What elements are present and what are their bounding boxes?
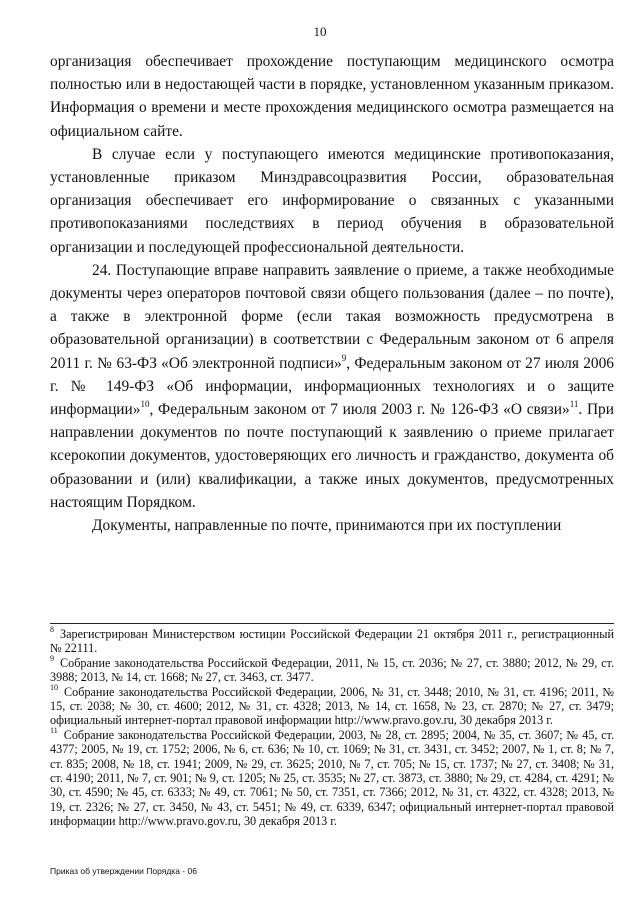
document-footer: Приказ об утверждении Порядка - 06 — [50, 866, 197, 876]
footnote-11 — [50, 725, 614, 829]
footnote-10 — [50, 682, 614, 728]
paragraph-24-text-part-2: , Федеральным законом от 27 июля 2006 г. № 149-ФЗ «Об информации, информационных технологиях и о защите информации» — [50, 354, 614, 419]
paragraph-24-mail-submission — [50, 259, 614, 514]
paragraph-24-text-part-3: , Федеральным законом от 7 июля 2003 г. № 126-ФЗ «О связи» — [149, 401, 570, 419]
footnote-mark: 8 — [50, 624, 54, 634]
main-text — [50, 50, 614, 537]
paragraph-24-text-part-4: . При направлении документов по почте поступающий к заявлению о приеме прилагает ксерокопии документов, удостоверяющих его личность и гражданство, документа об образовании и (или) квалификации, а также иных документов, предусмотренных настоящим Порядком. — [50, 401, 614, 511]
footnote-separator — [50, 623, 614, 624]
footnote-mark: 11 — [50, 725, 58, 735]
footnote-reference-11: 11 — [569, 398, 579, 409]
footnote-8 — [50, 624, 614, 656]
paragraph-contraindications: В случае если у поступающего имеются медицинские противопоказания, установленные приказом Минздравсоцразвития России, образовательная организация обеспечивает его информирование о связанных с указанными противопоказаниями последствиях в период обучения в образовательной организации и последующей профессиональной деятельности. — [50, 145, 614, 256]
footnote-mark: 9 — [50, 653, 54, 663]
footnote-text: Собрание законодательства Российской Федерации, 2011, № 15, ст. 2036; № 27, ст. 3880; 2012, № 29, ст. 3988; 2013, № 14, ст. 1668; № 27, ст. 3463, ст. 3477. — [50, 655, 614, 685]
footnote-text: Собрание законодательства Российской Федерации, 2006, № 31, ст. 3448; 2010, № 31, ст. 4196; 2011, № 15, ст. 2038; № 30, ст. 4600; 2012, № 31, ст. 4328; 2013, № 14, ст. 1658, № 23, ст. 2870; № 27, ст. 3479; официальный интернет-портал правовой информации http://www.pravo.gov.ru, 30 декабря 2013 г. — [50, 684, 614, 728]
footnote-reference-10: 10 — [140, 398, 150, 409]
footnote-reference-9: 9 — [341, 352, 347, 363]
page-number: 10 — [313, 24, 327, 39]
footnote-9 — [50, 653, 614, 685]
footnotes — [50, 624, 614, 829]
footnote-text: Собрание законодательства Российской Федерации, 2003, № 28, ст. 2895; 2004, № 35, ст. 3607; № 45, ст. 4377; 2005, № 19, ст. 1752; 2006, № 6, ст. 636; № 10, ст. 1069; № 31, ст. 3431, ст. 3452; 2007, № 1, ст. 8; № 7, ст. 835; 2008, № 18, ст. 1941; 2009, № 29, ст. 3625; 2010, № 7, ст. 705; № 15, ст. 1737; № 27, ст. 3408; № 31, ст. 4190; 2011, № 7, ст. 901; № 9, ст. 1205; № 25, ст. 3535; № 27, ст. 3873, ст. 3880; № 29, ст. 4284, ст. 4291; № 30, ст. 4590; № 45, ст. 6333; № 49, ст. 7061; № 50, ст. 7351, ст. 7366; 2012, № 31, ст. 4322, ст. 4328; 2013, № 19, ст. 2326; № 27, ст. 3450, № 43, ст. 5451; № 49, ст. 6339, 6347; официальный интернет-портал правовой информации http://www.pravo.gov.ru, 30 декабря 2013 г. — [50, 727, 614, 829]
paragraph-documents-by-mail: Документы, направленные по почте, принимаются при их поступлении — [92, 517, 562, 535]
footnote-mark: 10 — [50, 682, 58, 692]
paragraph-24-text-part-1: 24. Поступающие вправе направить заявление о приеме, а также необходимые документы через операторов почтовой связи общего пользования (далее – по почте), а также в электронной форме (если такая возможность предусмотрена в образовательной организации) в соответствии с Федеральным законом от 6 апреля 2011 г. № 63-ФЗ «Об электронной подписи» — [50, 261, 614, 372]
footnote-text: Зарегистрирован Министерством юстиции Российской Федерации 21 октября 2011 г., регистрационный № 22111. — [50, 627, 614, 656]
paragraph-medical-exam: организация обеспечивает прохождение поступающим медицинского осмотра полностью или в недостающей части в порядке, установленном указанным приказом. Информация о времени и месте прохождения медицинского осмотра размещается на официальном сайте. — [50, 53, 614, 140]
